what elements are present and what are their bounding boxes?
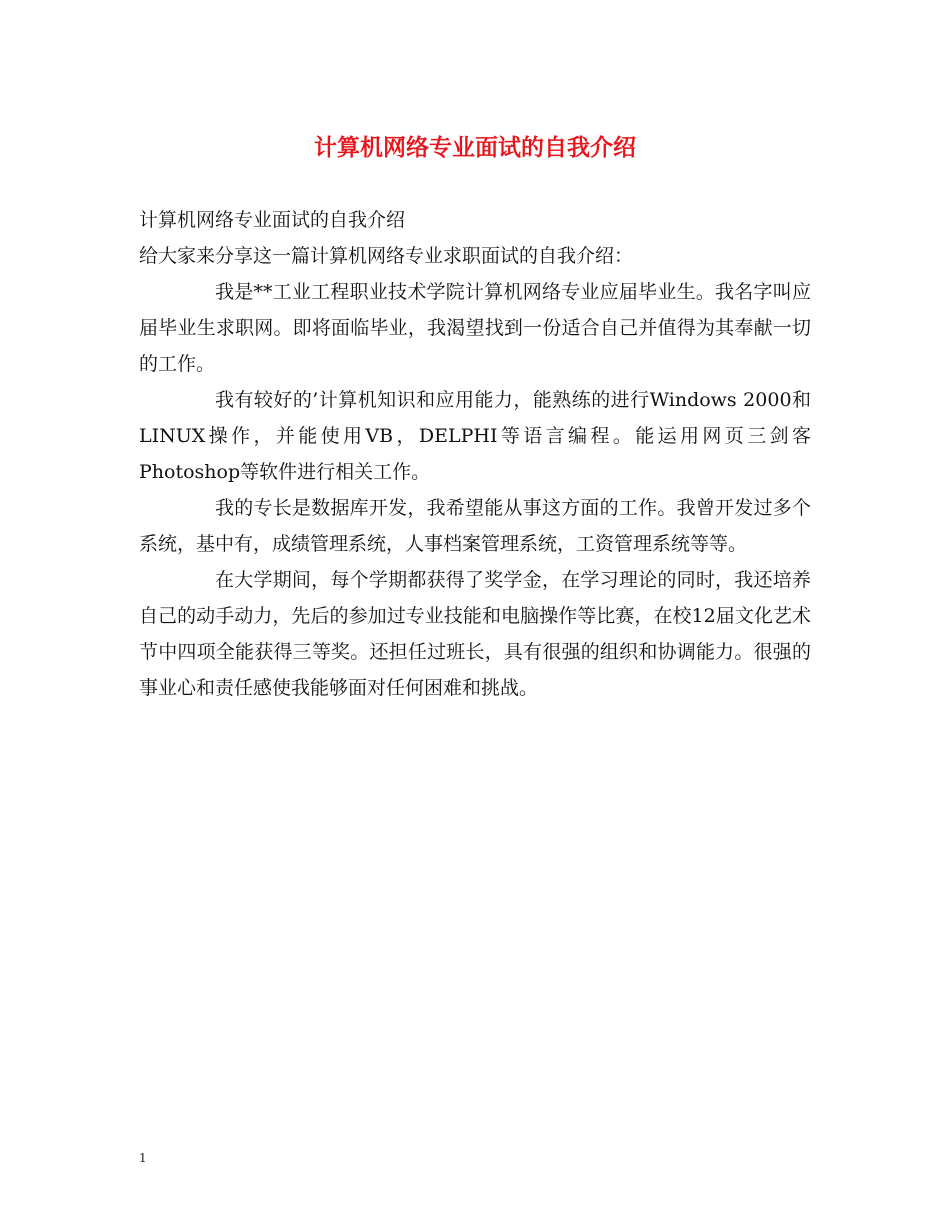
subtitle-line: 计算机网络专业面试的自我介绍: [139, 209, 406, 231]
paragraph-skills: 我有较好的’计算机知识和应用能力，能熟练的进行Windows 2000和LINUX操作，并能使用VB，DELPHI等语言编程。能运用网页三剑客Photoshop等软件进行相关工作。: [139, 389, 811, 483]
document-body: [139, 202, 811, 706]
document-title: 计算机网络专业面试的自我介绍: [314, 134, 636, 161]
intro-line: 给大家来分享这一篇计算机网络专业求职面试的自我介绍：: [139, 245, 634, 267]
paragraph-achievements: 在大学期间，每个学期都获得了奖学金，在学习理论的同时，我还培养自己的动手动力，先后的参加过专业技能和电脑操作等比赛，在校12届文化艺术节中四项全能获得三等奖。还担任过班长，具有很强的组织和协调能力。很强的事业心和责任感使我能够面对任何困难和挑战。: [139, 569, 811, 699]
paragraph-background: 我是**工业工程职业技术学院计算机网络专业应届毕业生。我名字叫应届毕业生求职网。即将面临毕业，我渴望找到一份适合自己并值得为其奉献一切的工作。: [139, 281, 811, 375]
page-number: 1: [139, 1151, 147, 1165]
paragraph-specialty: 我的专长是数据库开发，我希望能从事这方面的工作。我曾开发过多个系统，基中有，成绩管理系统，人事档案管理系统，工资管理系统等等。: [139, 497, 811, 555]
